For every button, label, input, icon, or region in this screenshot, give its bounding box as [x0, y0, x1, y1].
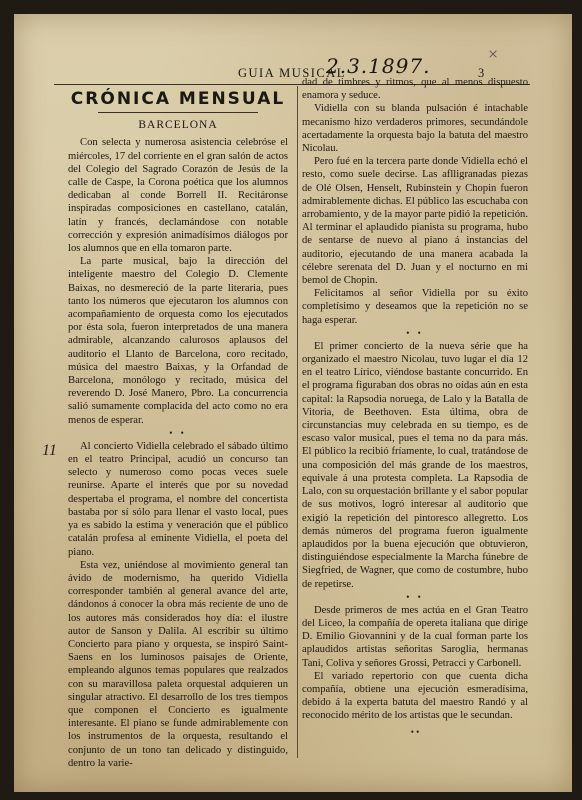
- paragraph: El variado repertorio con que cuenta dicha compañía, obtiene una ejecución esmeradísima, debido á la experta batuta del maestro Randó y al reconocido mérito de los artistas que le secundan.: [302, 670, 528, 722]
- paragraph: Al concierto Vidiella celebrado el sábado último en el teatro Principal, acudió un concurso tan selecto y numeroso como pocas veces suele reunirse. Aparte el interés que por su novedad despertaba el programa, el nombre del concertista bastaba por sí sólo para llenar el vasto local, pues ya es sabido la estima y veneración que el público catalán profesa al eminente Vidiella, el poeta del piano.: [68, 440, 288, 558]
- paragraph: Felicitamos al señor Vidiella por su éxito completísimo y deseamos que la repetición no se haga esperar.: [302, 288, 528, 326]
- section-heading: BARCELONA: [138, 119, 218, 132]
- title-rule: [98, 112, 258, 113]
- paragraph: Pero fué en la tercera parte donde Vidiella echó el resto, como suele decirse. Las aflligranadas piezas de Olé Olsen, Henselt, Rubinstein y Chopin fueron admirablemente dichas. El público las escuchaba con arrobamiento, y de la mayor parte pidió la repetición. Al terminar el aplaudido pianista su programa, hubo de sentarse de nuevo al piano á instancias del auditorio, ejecutando de una manera acabada la célebre serenata del D. Juan y el nocturno en mi bemol de Chopin.: [302, 156, 528, 287]
- handwritten-date: 2.3.1897.: [326, 54, 431, 78]
- article-title: CRÓNICA MENSUAL: [70, 89, 286, 109]
- margin-handwritten-mark: 11: [42, 442, 57, 459]
- column-divider: [297, 86, 298, 758]
- publication-name: GUIA MUSICAL: [238, 66, 346, 80]
- right-column: [302, 76, 528, 739]
- newspaper-page: [14, 14, 572, 792]
- corner-pencil-mark: ×: [488, 44, 499, 64]
- paragraph: dad de timbres y ritmos, que al menos dispuesto enamora y seduce.: [302, 77, 528, 102]
- separator: • •: [169, 427, 187, 438]
- separator: • •: [406, 327, 424, 338]
- separator: • •: [406, 591, 424, 602]
- page-header: [14, 44, 572, 80]
- page-number: 3: [478, 66, 485, 80]
- separator: • •: [410, 726, 420, 737]
- paragraph: El primer concierto de la nueva série que ha organizado el maestro Nicolau, tuvo lugar el día 12 en el teatro Lírico, viéndose bastante concurrido. En el programa figuraban dos obras no oídas aún en esta capital: la Rapsodia noruega, de Lalo y la Batalla de Vitoria, de Beethoven. Esta última, obra de circunstancias muy celebrada en su tiempo, es de escaso valor musical, pues el tema no da para más. El público la recibió fríamente, lo cual, tratándose de una composición del más grande de los maestros, equivale á una protesta completa. La Rapsodia de Lalo, con su orquestación brillante y el sabor popular de sus motivos, logró interesar al auditorio que exigió la repetición del pintoresco allegretto. Los demás números del programa fueron igualmente aplaudidos por la buena ejecución que obtuvieron, distinguiéndose especialmente la Marcha fúnebre de Siegfried, de Wagner, que como de costumbre, hubo de repetirse.: [302, 340, 528, 590]
- left-column: [68, 89, 288, 770]
- paragraph: Con selecta y numerosa asistencia celebróse el miércoles, 17 del corriente en el gran salón de actos del Colegio del Sagrado Corazón de Jesús de la calle de Caspe, la Corona poética que los alumnos dedicaban al conde Borrell II. Recitáronse inspiradas composiciones en castellano, catalán, latín y francés, declamándose con notable corrección y expresión animadísimos diálogos por los alumnos que en ella tomaron parte.: [68, 137, 288, 255]
- paragraph: Desde primeros de mes actúa en el Gran Teatro del Liceo, la compañía de opereta italiana que dirige D. Emilio Giovannini y de la cual forman parte los aplaudidos artistas señoritas Saroglia, hermanas Tani, Coliva y señores Grossi, Petracci y Carbonell.: [302, 604, 528, 669]
- paragraph: La parte musical, bajo la dirección del inteligente maestro del Colegio D. Clemente Baixas, no desmereció de la parte literaria, pues tanto los números que ejecutaron los alumnos con acompañamiento de orquesta como los ejecutados por ésta sola, fueron interpretados de una manera admirable, alcanzando calurosos aplausos del auditorio el Llanto de Barcelona, coro recitado, música del maestro Baixas, y la Orfandad de Barcelona, monólogo y recitado, música del reverendo D. José Manero, Pbro. La concurrencia salió sumamente complacida del acto como no era menos de esperar.: [68, 256, 288, 426]
- paragraph: Esta vez, uniéndose al movimiento general tan ávido de modernismo, ha querido Vidiella corresponder también al general avance del arte, dándonos á conocer la obra más reciente de uno de los autores más considerados hoy día: el ilustre autor de Sanson y Dalila. Al escribir su último Concierto para piano y orquesta, se inspiró Saint-Saens en los luminosos paisajes de Oriente, empleando algunos temas populares que realzados con su maravillosa paleta orquestal adquieren un singular atractivo. El desarrollo de los tres tiempos que componen el Concierto es igualmente interesante. El piano se funde admirablemente con los instrumentos de la orquesta, resultando el conjunto de un tono tan delicado y distinguido, dentro la varie-: [68, 559, 288, 769]
- paragraph: Vidiella con su blanda pulsación é intachable mecanismo hizo verdaderos primores, secundándole acertadamente la orquesta bajo la batuta del maestro Nicolau.: [302, 103, 528, 155]
